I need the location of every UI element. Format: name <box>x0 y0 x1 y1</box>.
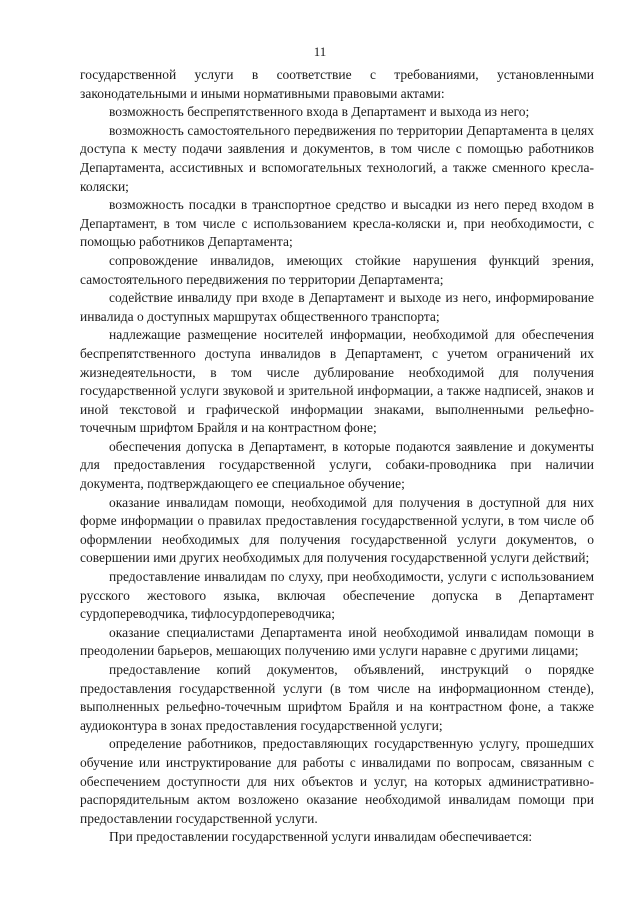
paragraph: оказание специалистами Департамента иной необходимой инвалидам помощи в преодолении барьеров, мешающих получению ими услуги наравне с другими лицами; <box>80 624 594 659</box>
page-number: 11 <box>313 44 327 59</box>
paragraph: обеспечения допуска в Департамент, в которые подаются заявление и документы для предоставления государственной услуги, собаки-проводника при наличии документа, подтверждающего ее специальное обучение; <box>80 438 594 492</box>
paragraph: предоставление инвалидам по слуху, при необходимости, услуги с использованием русского жестового языка, включая обеспечение допуска в Департамент сурдопереводчика, тифлосурдопереводчика; <box>80 569 594 622</box>
paragraph: возможность самостоятельного передвижения по территории Департамента в целях доступа к месту подачи заявления и документов, в том числе с помощью работников Департамента, ассистивных и вспомогательных технологий, а также сменного кресла-коляски; <box>80 122 594 194</box>
paragraph: сопровождение инвалидов, имеющих стойкие нарушения функций зрения, самостоятельного передвижения по территории Департамента; <box>80 252 594 287</box>
paragraph: государственной услуги в соответствие с требованиями, установленными законодательными и иными нормативными правовыми актами: <box>80 67 594 101</box>
paragraph: возможность беспрепятственного входа в Департамент и выхода из него; <box>109 104 530 120</box>
paragraph: содействие инвалиду при входе в Департамент и выходе из него, информирование инвалида о доступных маршрутах общественного транспорта; <box>80 290 594 324</box>
paragraph: оказание инвалидам помощи, необходимой для получения в доступной для них форме информации о правилах предоставления государственной услуги, в том числе об оформлении необходимых для получения государственной услуги документов, о совершении ими других необходимых для получения государственной услуги действий; <box>80 494 594 566</box>
paragraph: При предоставлении государственной услуги инвалидам обеспечивается: <box>109 829 533 845</box>
paragraph: возможность посадки в транспортное средство и высадки из него перед входом в Департамент, в том числе с использованием кресла-коляски и, при необходимости, с помощью работников Департамента; <box>80 197 594 250</box>
paragraph: надлежащие размещение носителей информации, необходимой для обеспечения беспрепятственного доступа инвалидов в Департамент, с учетом ограничений их жизнедеятельности, в том числе дублирование необходимой для получения государственной услуги звуковой и зрительной информации, а также надписей, знаков и иной текстовой и графической информации знаками, выполненными рельефно-точечным шрифтом Брайля и на контрастном фоне; <box>80 327 594 436</box>
paragraph: определение работников, предоставляющих государственную услугу, прошедших обучение или инструктирование для работы с инвалидами по вопросам, связанным с обеспечением доступности для них объектов и услуг, на которых административно-распорядительным актом возложено оказание необходимой инвалидам помощи при предоставлении государственной услуги. <box>80 736 594 826</box>
paragraph: предоставление копий документов, объявлений, инструкций о порядке предоставления государственной услуги (в том числе на информационном стенде), выполненных рельефно-точечным шрифтом Брайля и на контрастном фоне, а также аудиоконтура в зонах предоставления государственной услуги; <box>80 662 594 733</box>
document-body <box>80 66 594 847</box>
